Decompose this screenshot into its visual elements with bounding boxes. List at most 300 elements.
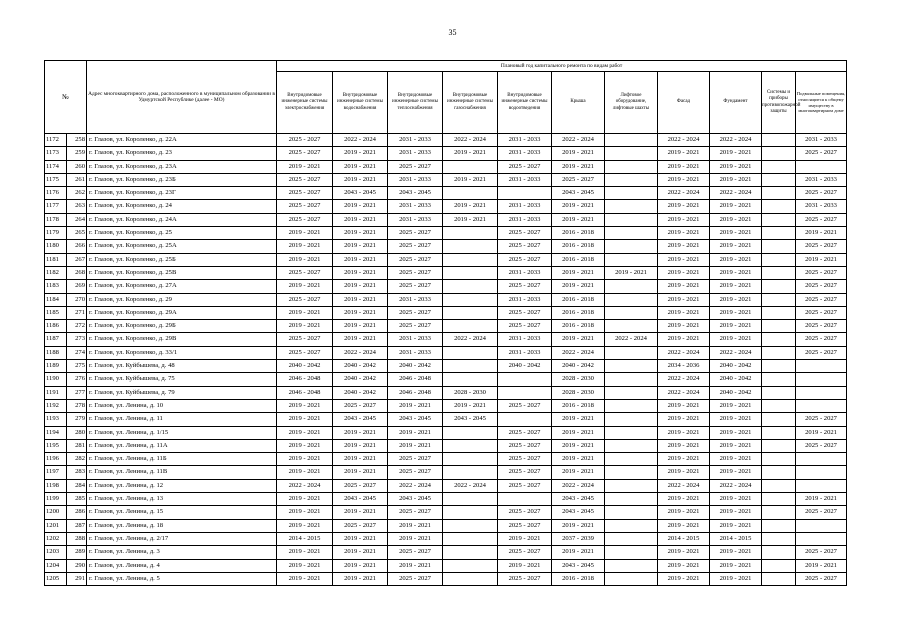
row-cell-year: 2019 - 2021 — [333, 532, 388, 545]
row-cell-year: 2031 - 2033 — [498, 134, 552, 147]
row-address: г. Глазов, ул. Короленко, д. 23А — [87, 160, 277, 173]
row-cell-year: 2019 - 2021 — [552, 213, 605, 226]
row-cell-year: 2022 - 2024 — [710, 479, 762, 492]
row-cell-year: 2040 - 2042 — [710, 360, 762, 373]
row-cell-year: 2025 - 2027 — [796, 320, 847, 333]
row-cell-year: 2019 - 2021 — [552, 439, 605, 452]
row-local-number: 278 — [67, 399, 87, 412]
row-cell-year: 2031 - 2033 — [388, 200, 443, 213]
row-cell-year: 2019 - 2021 — [333, 147, 388, 160]
table-row — [45, 227, 847, 240]
row-cell-year: 2019 - 2021 — [710, 399, 762, 412]
row-cell-year: 2019 - 2021 — [333, 559, 388, 572]
row-local-number: 261 — [67, 173, 87, 186]
row-local-number: 271 — [67, 306, 87, 319]
row-cell-year — [605, 240, 658, 253]
row-cell-year: 2016 - 2018 — [552, 240, 605, 253]
row-cell-year: 2043 - 2045 — [552, 559, 605, 572]
row-cell-year: 2025 - 2027 — [796, 346, 847, 359]
row-cell-year: 2019 - 2021 — [277, 320, 333, 333]
row-cell-year: 2040 - 2042 — [333, 360, 388, 373]
row-cell-year — [762, 280, 796, 293]
row-cell-year — [762, 373, 796, 386]
row-cell-year — [762, 173, 796, 186]
row-cell-year: 2014 - 2015 — [658, 532, 710, 545]
row-number: 1178 — [45, 213, 67, 226]
row-cell-year: 2031 - 2033 — [388, 147, 443, 160]
row-address: г. Глазов, ул. Ленина, д. 4 — [87, 559, 277, 572]
row-address: г. Глазов, ул. Ленина, д. 3 — [87, 546, 277, 559]
row-cell-year: 2019 - 2021 — [710, 413, 762, 426]
row-address: г. Глазов, ул. Ленина, д. 11Б — [87, 453, 277, 466]
row-address: г. Глазов, ул. Короленко, д. 29А — [87, 306, 277, 319]
row-cell-year: 2016 - 2018 — [552, 293, 605, 306]
row-cell-year: 2019 - 2021 — [552, 519, 605, 532]
row-cell-year: 2019 - 2021 — [333, 280, 388, 293]
row-local-number: 262 — [67, 187, 87, 200]
row-number: 1186 — [45, 320, 67, 333]
row-cell-year: 2019 - 2021 — [552, 200, 605, 213]
row-cell-year: 2019 - 2021 — [658, 506, 710, 519]
row-cell-year: 2046 - 2048 — [388, 373, 443, 386]
row-cell-year — [443, 426, 498, 439]
row-cell-year: 2028 - 2030 — [552, 373, 605, 386]
row-cell-year: 2019 - 2021 — [388, 519, 443, 532]
row-cell-year: 2019 - 2021 — [796, 559, 847, 572]
row-cell-year: 2019 - 2021 — [658, 413, 710, 426]
row-cell-year: 2019 - 2021 — [710, 266, 762, 279]
row-cell-year: 2037 - 2039 — [552, 532, 605, 545]
row-cell-year: 2019 - 2021 — [333, 306, 388, 319]
row-cell-year: 2019 - 2021 — [796, 253, 847, 266]
row-cell-year: 2025 - 2027 — [552, 173, 605, 186]
row-cell-year — [443, 160, 498, 173]
row-address: г. Глазов, ул. Короленко, д. 25А — [87, 240, 277, 253]
row-cell-year: 2025 - 2027 — [388, 546, 443, 559]
row-number: 1205 — [45, 572, 67, 585]
row-cell-year — [443, 306, 498, 319]
row-cell-year — [605, 147, 658, 160]
row-cell-year — [762, 200, 796, 213]
row-cell-year — [443, 280, 498, 293]
row-cell-year: 2022 - 2024 — [443, 134, 498, 147]
row-number: 1181 — [45, 253, 67, 266]
row-cell-year: 2031 - 2033 — [796, 134, 847, 147]
row-cell-year — [605, 173, 658, 186]
row-cell-year — [762, 413, 796, 426]
table-row — [45, 266, 847, 279]
row-cell-year: 2022 - 2024 — [658, 187, 710, 200]
row-cell-year: 2016 - 2018 — [552, 227, 605, 240]
row-cell-year — [605, 532, 658, 545]
row-local-number: 268 — [67, 266, 87, 279]
row-cell-year: 2019 - 2021 — [277, 426, 333, 439]
row-cell-year — [605, 399, 658, 412]
table-row — [45, 173, 847, 186]
row-number: 1183 — [45, 280, 67, 293]
row-cell-year — [443, 466, 498, 479]
row-cell-year — [605, 187, 658, 200]
row-cell-year: 2031 - 2033 — [498, 266, 552, 279]
row-address: г. Глазов, ул. Ленина, д. 2/17 — [87, 532, 277, 545]
row-cell-year: 2046 - 2048 — [388, 386, 443, 399]
row-cell-year: 2022 - 2024 — [277, 479, 333, 492]
row-cell-year — [762, 160, 796, 173]
row-cell-year: 2016 - 2018 — [552, 572, 605, 585]
table-row — [45, 160, 847, 173]
row-address: г. Глазов, ул. Куйбышева, д. 75 — [87, 373, 277, 386]
row-local-number: 276 — [67, 373, 87, 386]
row-cell-year: 2019 - 2021 — [710, 147, 762, 160]
row-cell-year: 2019 - 2021 — [552, 280, 605, 293]
row-cell-year: 2019 - 2021 — [333, 173, 388, 186]
row-cell-year: 2014 - 2015 — [277, 532, 333, 545]
table-row — [45, 147, 847, 160]
row-cell-year — [443, 187, 498, 200]
page-number: 35 — [448, 28, 457, 37]
row-address: г. Глазов, ул. Ленина, д. 11А — [87, 439, 277, 452]
row-number: 1204 — [45, 559, 67, 572]
row-cell-year — [605, 306, 658, 319]
row-cell-year: 2019 - 2021 — [710, 453, 762, 466]
row-cell-year — [443, 546, 498, 559]
row-cell-year: 2019 - 2021 — [658, 559, 710, 572]
row-cell-year: 2031 - 2033 — [388, 213, 443, 226]
row-cell-year — [443, 346, 498, 359]
row-cell-year: 2019 - 2021 — [333, 572, 388, 585]
row-cell-year: 2025 - 2027 — [498, 160, 552, 173]
row-cell-year — [796, 532, 847, 545]
row-cell-year — [605, 386, 658, 399]
row-cell-year — [762, 572, 796, 585]
row-cell-year — [605, 346, 658, 359]
row-cell-year: 2025 - 2027 — [277, 173, 333, 186]
row-number: 1173 — [45, 147, 67, 160]
row-cell-year: 2040 - 2042 — [552, 360, 605, 373]
row-cell-year: 2019 - 2021 — [277, 413, 333, 426]
row-cell-year: 2019 - 2021 — [710, 173, 762, 186]
row-cell-year: 2022 - 2024 — [658, 373, 710, 386]
row-cell-year: 2019 - 2021 — [658, 253, 710, 266]
row-number: 1200 — [45, 506, 67, 519]
row-cell-year — [762, 466, 796, 479]
row-cell-year — [605, 227, 658, 240]
row-cell-year: 2040 - 2042 — [498, 360, 552, 373]
header-roof: Крыша — [552, 72, 605, 134]
row-cell-year: 2025 - 2027 — [388, 306, 443, 319]
row-cell-year: 2019 - 2021 — [388, 439, 443, 452]
row-cell-year: 2031 - 2033 — [498, 173, 552, 186]
row-cell-year: 2031 - 2033 — [796, 200, 847, 213]
row-cell-year: 2019 - 2021 — [388, 426, 443, 439]
row-cell-year: 2019 - 2021 — [277, 240, 333, 253]
row-cell-year: 2019 - 2021 — [658, 240, 710, 253]
table-body — [45, 134, 847, 586]
row-cell-year — [605, 479, 658, 492]
row-cell-year — [796, 160, 847, 173]
row-local-number: 289 — [67, 546, 87, 559]
row-local-number: 286 — [67, 506, 87, 519]
row-cell-year — [762, 493, 796, 506]
row-cell-year: 2019 - 2021 — [333, 546, 388, 559]
row-cell-year: 2043 - 2045 — [552, 506, 605, 519]
row-cell-year: 2025 - 2027 — [498, 306, 552, 319]
row-cell-year: 2022 - 2024 — [710, 346, 762, 359]
row-cell-year: 2019 - 2021 — [333, 466, 388, 479]
row-cell-year — [443, 293, 498, 306]
row-cell-year — [762, 227, 796, 240]
row-cell-year: 2019 - 2021 — [388, 559, 443, 572]
row-local-number: 287 — [67, 519, 87, 532]
row-number: 1190 — [45, 373, 67, 386]
row-number: 1198 — [45, 479, 67, 492]
row-cell-year: 2019 - 2021 — [658, 213, 710, 226]
row-cell-year: 2025 - 2027 — [796, 413, 847, 426]
header-electric: Внутридомовые инженерные системы электроснабжения — [277, 72, 333, 134]
row-cell-year: 2019 - 2021 — [333, 426, 388, 439]
row-cell-year: 2019 - 2021 — [333, 200, 388, 213]
row-cell-year: 2025 - 2027 — [388, 453, 443, 466]
row-cell-year: 2019 - 2021 — [658, 493, 710, 506]
row-cell-year — [762, 240, 796, 253]
row-local-number: 269 — [67, 280, 87, 293]
row-local-number: 285 — [67, 493, 87, 506]
row-cell-year — [605, 493, 658, 506]
row-cell-year: 2025 - 2027 — [796, 187, 847, 200]
row-cell-year: 2019 - 2021 — [710, 333, 762, 346]
row-cell-year — [498, 187, 552, 200]
row-cell-year: 2019 - 2021 — [333, 253, 388, 266]
row-cell-year: 2022 - 2024 — [658, 479, 710, 492]
table-row — [45, 399, 847, 412]
row-cell-year: 2031 - 2033 — [388, 134, 443, 147]
row-cell-year — [762, 266, 796, 279]
row-address: г. Глазов, ул. Короленко, д. 29 — [87, 293, 277, 306]
row-local-number: 288 — [67, 532, 87, 545]
row-cell-year — [762, 187, 796, 200]
row-cell-year — [443, 439, 498, 452]
row-number: 1187 — [45, 333, 67, 346]
row-cell-year: 2019 - 2021 — [277, 227, 333, 240]
row-cell-year: 2025 - 2027 — [498, 253, 552, 266]
row-cell-year — [605, 519, 658, 532]
row-cell-year: 2025 - 2027 — [796, 506, 847, 519]
row-cell-year: 2019 - 2021 — [658, 333, 710, 346]
row-cell-year — [605, 559, 658, 572]
capital-repair-table — [44, 60, 847, 586]
table-row — [45, 320, 847, 333]
row-cell-year — [762, 559, 796, 572]
row-cell-year: 2019 - 2021 — [498, 559, 552, 572]
row-cell-year — [605, 360, 658, 373]
row-local-number: 275 — [67, 360, 87, 373]
row-cell-year: 2019 - 2021 — [710, 426, 762, 439]
row-cell-year — [796, 360, 847, 373]
row-cell-year — [762, 306, 796, 319]
row-cell-year: 2019 - 2021 — [552, 266, 605, 279]
row-cell-year — [762, 213, 796, 226]
row-cell-year — [796, 453, 847, 466]
row-cell-year: 2022 - 2024 — [552, 346, 605, 359]
table-row — [45, 439, 847, 452]
row-cell-year: 2022 - 2024 — [710, 187, 762, 200]
row-cell-year: 2019 - 2021 — [658, 320, 710, 333]
row-cell-year: 2019 - 2021 — [277, 546, 333, 559]
row-local-number: 272 — [67, 320, 87, 333]
row-cell-year — [762, 479, 796, 492]
header-address: Адрес многоквартирного дома, расположенного в муниципальном образовании в Удмуртской Республике (далее - МО) — [87, 61, 277, 134]
table-row — [45, 306, 847, 319]
row-cell-year: 2019 - 2021 — [552, 426, 605, 439]
table-row — [45, 519, 847, 532]
row-cell-year: 2019 - 2021 — [710, 213, 762, 226]
row-cell-year: 2025 - 2027 — [796, 213, 847, 226]
row-cell-year — [605, 160, 658, 173]
row-cell-year: 2019 - 2021 — [277, 493, 333, 506]
row-cell-year — [443, 493, 498, 506]
row-cell-year: 2019 - 2021 — [552, 413, 605, 426]
row-cell-year: 2022 - 2024 — [658, 386, 710, 399]
row-cell-year: 2043 - 2045 — [388, 413, 443, 426]
row-cell-year — [443, 253, 498, 266]
row-cell-year: 2031 - 2033 — [498, 213, 552, 226]
row-number: 1191 — [45, 386, 67, 399]
header-fire: Системы и приборы противопожарной защиты — [762, 72, 796, 134]
row-cell-year: 2025 - 2027 — [277, 147, 333, 160]
row-number: 1203 — [45, 546, 67, 559]
row-cell-year: 2016 - 2018 — [552, 320, 605, 333]
row-cell-year — [498, 386, 552, 399]
row-local-number: 263 — [67, 200, 87, 213]
row-cell-year: 2019 - 2021 — [333, 160, 388, 173]
row-cell-year: 2019 - 2021 — [333, 320, 388, 333]
row-cell-year: 2019 - 2021 — [658, 227, 710, 240]
row-cell-year: 2019 - 2021 — [443, 200, 498, 213]
row-address: г. Глазов, ул. Ленина, д. 11В — [87, 466, 277, 479]
row-cell-year — [605, 453, 658, 466]
row-cell-year — [605, 134, 658, 147]
row-cell-year — [605, 373, 658, 386]
row-cell-year — [498, 373, 552, 386]
row-cell-year: 2019 - 2021 — [333, 240, 388, 253]
table-row — [45, 213, 847, 226]
row-cell-year: 2019 - 2021 — [277, 253, 333, 266]
row-cell-year: 2019 - 2021 — [710, 506, 762, 519]
table-row — [45, 453, 847, 466]
row-cell-year: 2025 - 2027 — [498, 519, 552, 532]
row-address: г. Глазов, ул. Короленко, д. 23 — [87, 147, 277, 160]
row-cell-year: 2025 - 2027 — [498, 439, 552, 452]
row-cell-year — [443, 227, 498, 240]
row-cell-year: 2019 - 2021 — [710, 439, 762, 452]
row-cell-year: 2019 - 2021 — [605, 266, 658, 279]
row-cell-year — [762, 426, 796, 439]
row-cell-year: 2019 - 2021 — [658, 519, 710, 532]
row-cell-year — [443, 240, 498, 253]
row-cell-year: 2019 - 2021 — [333, 333, 388, 346]
row-cell-year: 2025 - 2027 — [498, 466, 552, 479]
row-local-number: 260 — [67, 160, 87, 173]
row-cell-year: 2025 - 2027 — [388, 506, 443, 519]
row-cell-year: 2019 - 2021 — [710, 559, 762, 572]
row-cell-year: 2040 - 2042 — [333, 373, 388, 386]
row-number: 1182 — [45, 266, 67, 279]
row-cell-year: 2025 - 2027 — [498, 453, 552, 466]
row-address: г. Глазов, ул. Короленко, д. 25В — [87, 266, 277, 279]
row-cell-year — [443, 360, 498, 373]
row-cell-year: 2019 - 2021 — [443, 399, 498, 412]
row-cell-year: 2022 - 2024 — [443, 333, 498, 346]
row-number: 1197 — [45, 466, 67, 479]
row-address: г. Глазов, ул. Куйбышева, д. 79 — [87, 386, 277, 399]
row-address: г. Глазов, ул. Короленко, д. 23Г — [87, 187, 277, 200]
row-cell-year: 2019 - 2021 — [552, 333, 605, 346]
row-address: г. Глазов, ул. Короленко, д. 33/1 — [87, 346, 277, 359]
row-cell-year: 2022 - 2024 — [658, 346, 710, 359]
row-cell-year: 2025 - 2027 — [333, 399, 388, 412]
row-cell-year: 2019 - 2021 — [710, 227, 762, 240]
row-cell-year — [762, 134, 796, 147]
header-basement: Подвальные помещения, относящиеся к общему имуществу в многоквартирном доме — [796, 72, 847, 134]
row-number: 1180 — [45, 240, 67, 253]
row-cell-year: 2031 - 2033 — [498, 200, 552, 213]
row-cell-year — [796, 399, 847, 412]
row-cell-year: 2019 - 2021 — [333, 293, 388, 306]
table-row — [45, 187, 847, 200]
row-number: 1195 — [45, 439, 67, 452]
row-cell-year: 2025 - 2027 — [498, 280, 552, 293]
row-local-number: 284 — [67, 479, 87, 492]
row-cell-year: 2019 - 2021 — [658, 280, 710, 293]
row-cell-year — [443, 532, 498, 545]
header-number: № — [45, 61, 87, 134]
row-cell-year: 2019 - 2021 — [277, 399, 333, 412]
row-local-number: 279 — [67, 413, 87, 426]
row-cell-year — [443, 506, 498, 519]
row-cell-year: 2019 - 2021 — [658, 572, 710, 585]
row-cell-year: 2019 - 2021 — [658, 293, 710, 306]
row-cell-year: 2019 - 2021 — [710, 280, 762, 293]
row-cell-year — [762, 147, 796, 160]
row-cell-year: 2019 - 2021 — [796, 227, 847, 240]
row-cell-year: 2025 - 2027 — [388, 227, 443, 240]
table-row — [45, 572, 847, 585]
row-cell-year — [762, 506, 796, 519]
row-cell-year — [796, 479, 847, 492]
row-cell-year: 2025 - 2027 — [796, 280, 847, 293]
row-cell-year: 2025 - 2027 — [388, 320, 443, 333]
row-cell-year: 2043 - 2045 — [333, 493, 388, 506]
row-cell-year: 2031 - 2033 — [388, 346, 443, 359]
row-cell-year: 2025 - 2027 — [277, 213, 333, 226]
row-cell-year: 2019 - 2021 — [388, 532, 443, 545]
row-cell-year — [796, 466, 847, 479]
row-cell-year: 2025 - 2027 — [333, 519, 388, 532]
row-cell-year: 2019 - 2021 — [710, 293, 762, 306]
row-cell-year: 2046 - 2048 — [277, 386, 333, 399]
row-cell-year — [762, 253, 796, 266]
row-cell-year: 2019 - 2021 — [333, 266, 388, 279]
row-number: 1184 — [45, 293, 67, 306]
row-cell-year: 2019 - 2021 — [710, 200, 762, 213]
row-cell-year: 2043 - 2045 — [333, 413, 388, 426]
row-local-number: 282 — [67, 453, 87, 466]
table-row — [45, 386, 847, 399]
row-cell-year: 2019 - 2021 — [388, 399, 443, 412]
row-cell-year — [605, 506, 658, 519]
row-cell-year: 2025 - 2027 — [498, 426, 552, 439]
row-cell-year: 2019 - 2021 — [658, 200, 710, 213]
